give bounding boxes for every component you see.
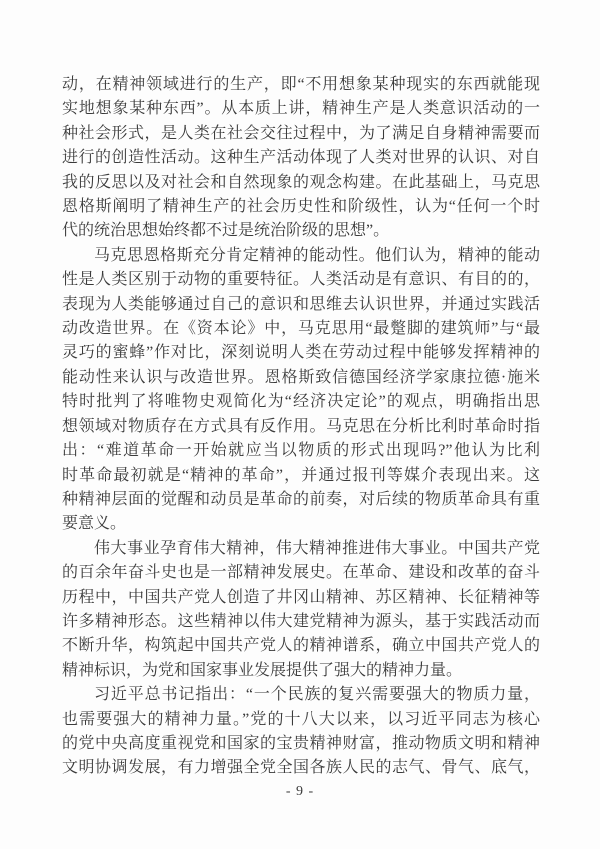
page-number: - 9 - bbox=[285, 784, 315, 799]
text-line: 不断升华，构筑起中国共产党人的精神谱系，确立中国共产党人的 bbox=[62, 637, 540, 655]
text-line: 的百余年奋斗史也是一部精神发展史。在革命、建设和改革的奋斗 bbox=[62, 564, 540, 582]
paragraph bbox=[62, 244, 540, 537]
text-line: 许多精神形态。这些精神以伟大建党精神为源头，基于实践活动而 bbox=[62, 612, 540, 630]
text-line: 我的反思以及对社会和自然现象的观念构建。在此基础上，马克思 bbox=[62, 173, 540, 191]
text-line: 动，在精神领域进行的生产，即“不用想象某种现实的东西就能现 bbox=[62, 76, 540, 93]
text-line: 灵巧的蜜蜂”作对比，深刻说明人类在劳动过程中能够发挥精神的 bbox=[62, 344, 540, 362]
text-line: 实地想象某种东西”。从本质上讲，精神生产是人类意识活动的一 bbox=[62, 100, 540, 118]
text-line: 精神标识，为党和国家事业发展提供了强大的精神力量。 bbox=[62, 661, 463, 679]
text-line: 表现为人类能够通过自己的意识和思维去认识世界，并通过实践活 bbox=[62, 295, 540, 313]
text-line: 种精神层面的觉醒和动员是革命的前奏，对后续的物质革命具有重 bbox=[62, 490, 540, 508]
text-line: 时革命最初就是“精神的革命”，并通过报刊等媒介表现出来。这 bbox=[62, 466, 540, 484]
text-line: 也需要强大的精神力量。”党的十八大以来，以习近平同志为核心 bbox=[62, 710, 540, 728]
paragraph bbox=[62, 537, 540, 683]
text-line: 特时批判了将唯物史观简化为“经济决定论”的观点，明确指出思 bbox=[62, 393, 540, 411]
text-line: 性是人类区别于动物的重要特征。人类活动是有意识、有目的的， bbox=[62, 271, 540, 289]
text-line: 文明协调发展，有力增强全党全国各族人民的志气、骨气、底气， bbox=[62, 759, 540, 777]
text-line: 出：“难道革命一开始就应当以物质的形式出现吗?”他认为比利 bbox=[62, 442, 540, 460]
text-line: 想领域对物质存在方式具有反作用。马克思在分析比利时革命时指 bbox=[62, 417, 540, 435]
text-line: 进行的创造性活动。这种生产活动体现了人类对世界的认识、对自 bbox=[62, 149, 540, 167]
text-line: 历程中，中国共产党人创造了井冈山精神、苏区精神、长征精神等 bbox=[62, 588, 540, 606]
text-line: 代的统治思想始终都不过是统治阶级的思想”。 bbox=[62, 222, 390, 240]
document-body bbox=[62, 73, 540, 781]
text-line: 习近平总书记指出：“一个民族的复兴需要强大的物质力量， bbox=[94, 686, 540, 704]
text-line: 要意义。 bbox=[62, 515, 127, 533]
text-line: 种社会形式，是人类在社会交往过程中，为了满足自身精神需要而 bbox=[62, 124, 540, 142]
text-line: 能动性来认识与改造世界。恩格斯致信德国经济学家康拉德·施米 bbox=[62, 368, 540, 386]
text-line: 伟大事业孕育伟大精神，伟大精神推进伟大事业。中国共产党 bbox=[94, 539, 540, 557]
text-line: 的党中央高度重视党和国家的宝贵精神财富，推动物质文明和精神 bbox=[62, 734, 540, 752]
text-line: 马克思恩格斯充分肯定精神的能动性。他们认为，精神的能动 bbox=[94, 246, 540, 264]
paragraph bbox=[62, 73, 540, 244]
text-line: 恩格斯阐明了精神生产的社会历史性和阶级性，认为“任何一个时 bbox=[62, 198, 540, 216]
text-line: 动改造世界。在《资本论》中，马克思用“最蹩脚的建筑师”与“最 bbox=[62, 320, 540, 338]
paragraph bbox=[62, 683, 540, 781]
